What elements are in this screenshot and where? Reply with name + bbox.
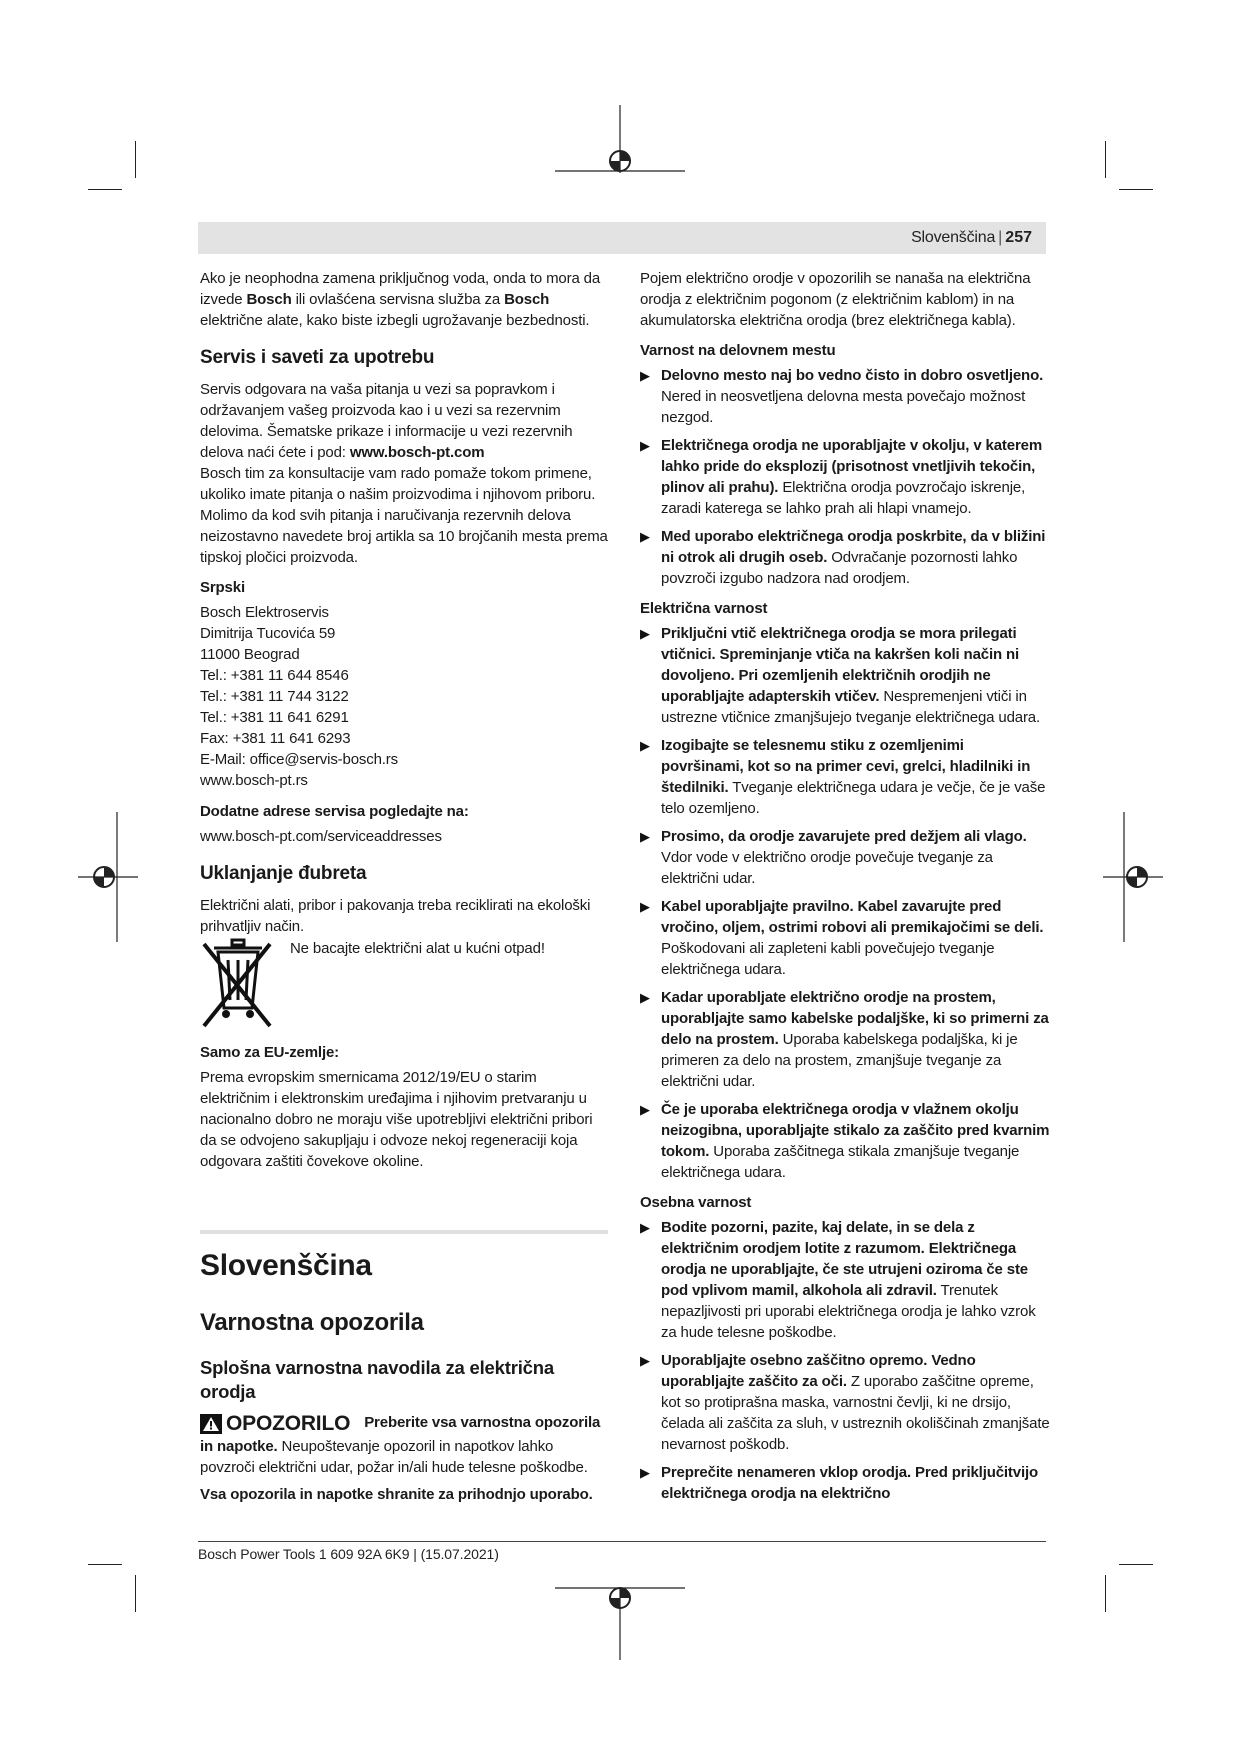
safety-list [640, 623, 1050, 1183]
warning-block [200, 1412, 608, 1478]
item-bold-text: Delovno mesto naj bo vedno čisto in dobro osvetljeno. [661, 367, 1044, 384]
item-text: Odvračanje pozornosti lahko povzroči izgubo nadzora nad orodjem. [661, 549, 1018, 587]
list-item [640, 896, 1050, 980]
warning-label-text: OPOZORILO [226, 1412, 351, 1435]
crop-mark [1119, 189, 1153, 190]
safety-title: Varnostna opozorila [200, 1309, 424, 1336]
address-line: Dimitrija Tucovića 59 [200, 625, 336, 642]
list-item [640, 435, 1050, 519]
registration-mark-icon [555, 105, 685, 195]
text-run: Ako je neophodna zamena priključnog voda, onda to mora da izvede [200, 270, 601, 308]
list-arrow-icon: ▶ [640, 529, 650, 544]
crop-mark [135, 141, 136, 178]
item-bold-text: Preprečite nenameren vklop orodja. Pred priključitvijo električnega orodja na električno [661, 1464, 1039, 1502]
text-run: električne alate, kako biste izbegli ugrožavanje bezbednosti. [200, 312, 590, 329]
intro-paragraph-right: Pojem električno orodje v opozorilih se nanaša na električna orodja z električnim pogonom (z električnim kablom) in na akumulatorska električna orodja (brez električnega kabla). [640, 270, 1031, 329]
left-column [200, 268, 608, 1505]
address-line: 11000 Beograd [200, 646, 300, 663]
crossed-out-bin-icon [200, 938, 276, 1030]
list-arrow-icon: ▶ [640, 738, 650, 753]
safety-list [640, 365, 1050, 589]
crop-mark [88, 189, 122, 190]
item-text: Vdor vode v električno orodje povečuje tveganje za električni udar. [661, 849, 993, 887]
list-item [640, 526, 1050, 589]
list-arrow-icon: ▶ [640, 1102, 650, 1117]
warning-bold-text: Preberite vsa varnostna opozorila in napotke. [200, 1414, 601, 1455]
service-heading: Servis i saveti za upotrebu [200, 347, 435, 368]
safety-section-heading: Osebna varnost [640, 1194, 752, 1211]
section-divider [200, 1230, 608, 1234]
service-paragraph-2: Bosch tim za konsultacije vam rado pomaže tokom primene, ukoliko imate pitanja o našim proizvodima i njihovom priboru. [200, 465, 596, 503]
item-bold-text: Če je uporaba električnega orodja v vlažnem okolju neizogibna, uporabljajte stikalo za zaščito pred kvarnim tokom. [661, 1101, 1050, 1160]
email-line: E-Mail: office@servis-bosch.rs [200, 751, 399, 768]
item-bold-text: Med uporabo električnega orodja poskrbite, da v bližini ni otrok ali drugih oseb. [661, 528, 1046, 566]
list-item [640, 1217, 1050, 1343]
footer-rule [198, 1541, 1046, 1542]
item-text: Z uporabo zaščitne opreme, kot so protiprašna maska, varnostni čevlji, ki ne drsijo, čelada ali zaščita za sluh, v ustreznih okoliščinah zmanjšate nevarnost poškodb. [661, 1373, 1050, 1453]
website-line: www.bosch-pt.rs [200, 772, 308, 789]
footer-text: Bosch Power Tools 1 609 92A 6K9 | (15.07.2021) [198, 1546, 499, 1562]
crop-mark [1119, 1564, 1153, 1565]
item-bold-text: Kadar uporabljate električno orodje na prostem, uporabljajte samo kabelske podaljške, ki so primerni za delo na prostem. [661, 989, 1049, 1048]
safety-section-heading: Električna varnost [640, 600, 768, 617]
item-bold-text: Bodite pozorni, pazite, kaj delate, in se dela z električnim orodjem lotite z razumom. Električnega orodja ne uporabljajte, če ste utrujeni oziroma če ste pod vplivom mamil, alkohola ali zdravil. [661, 1219, 1028, 1299]
eu-heading: Samo za EU-zemlje: [200, 1044, 340, 1061]
list-item [640, 365, 1050, 428]
item-text: Uporaba zaščitnega stikala zmanjšuje tveganje električnega udara. [661, 1143, 1020, 1181]
intro-paragraph [200, 268, 608, 331]
general-safety-heading: Splošna varnostna navodila za električna orodja [200, 1357, 554, 1402]
keep-instructions: Vsa opozorila in napotke shranite za prihodnjo uporabo. [200, 1486, 593, 1503]
phone-line: Tel.: +381 11 644 8546 [200, 667, 349, 684]
safety-section-heading: Varnost na delovnem mestu [640, 342, 836, 359]
phone-line: Tel.: +381 11 641 6291 [200, 709, 349, 726]
disposal-paragraph: Električni alati, pribor i pakovanja treba reciklirati na ekološki prihvatljiv način. [200, 897, 591, 935]
service-paragraph-3: Molimo da kod svih pitanja i naručivanja rezervnih delova neizostavno navedete broj artikla sa 10 brojčanih mesta prema tipskoj pločici proizvoda. [200, 507, 608, 566]
service-paragraph [200, 379, 608, 463]
list-arrow-icon: ▶ [640, 899, 650, 914]
crop-mark [1105, 141, 1106, 178]
registration-mark-icon [555, 1570, 685, 1660]
list-arrow-icon: ▶ [640, 829, 650, 844]
bold-text-run: Bosch [246, 291, 292, 308]
serbia-heading: Srpski [200, 579, 245, 596]
list-arrow-icon: ▶ [640, 626, 650, 641]
list-arrow-icon: ▶ [640, 438, 650, 453]
item-bold-text: Kabel uporabljajte pravilno. Kabel zavarujte pred vročino, oljem, ostrimi robovi ali premikajočimi se deli. [661, 898, 1044, 936]
item-text: Uporaba kabelskega podaljška, ki je primeren za delo na prostem, zmanjšuje tveganje za električni udar. [661, 1031, 1018, 1090]
warning-triangle-icon [200, 1414, 222, 1434]
safety-sections [640, 340, 1050, 1504]
item-text: Nered in neosvetljena delovna mesta povečajo možnost nezgod. [661, 388, 1026, 426]
page-number: 257 [1005, 229, 1032, 246]
list-item [640, 987, 1050, 1092]
list-item [640, 623, 1050, 728]
item-bold-text: Prosimo, da orodje zavarujete pred dežjem ali vlago. [661, 828, 1027, 845]
address-line: Bosch Elektroservis [200, 604, 329, 621]
item-text: Električna orodja povzročajo iskrenje, zaradi katerega se lahko prah ali hlapi vnamejo. [661, 479, 1026, 517]
list-arrow-icon: ▶ [640, 1220, 650, 1235]
additional-url: www.bosch-pt.com/serviceaddresses [200, 828, 442, 845]
warning-text: Neupoštevanje opozoril in napotkov lahko povzroči električni udar, požar in/ali hude telesne poškodbe. [200, 1438, 588, 1476]
list-arrow-icon: ▶ [640, 368, 650, 383]
item-bold-text: Izogibajte se telesnemu stiku z ozemljenimi površinami, kot so na primer cevi, grelci, hladilniki in štedilniki. [661, 737, 1031, 796]
language-title: Slovenščina [200, 1249, 372, 1282]
list-item [640, 1350, 1050, 1455]
list-arrow-icon: ▶ [640, 1465, 650, 1480]
bold-text-run: Bosch [504, 291, 550, 308]
item-text: Nespremenjeni vtiči in ustrezne vtičnice zmanjšujejo tveganje električnega udara. [661, 688, 1041, 726]
list-item [640, 826, 1050, 889]
item-text: Trenutek nepazljivosti pri uporabi električnega orodja je lahko vzrok za hude telesne poškodbe. [661, 1282, 1036, 1341]
serbia-address [200, 602, 608, 791]
phone-line: Tel.: +381 11 744 3122 [200, 688, 349, 705]
weee-row [200, 938, 608, 1036]
registration-mark-icon [1103, 812, 1163, 942]
list-item [640, 1462, 1050, 1504]
item-bold-text: Električnega orodja ne uporabljajte v okolju, v katerem lahko pride do eksplozij (prisotnost vnetljivih tekočin, plinov ali prahu). [661, 437, 1043, 496]
additional-heading: Dodatne adrese servisa pogledajte na: [200, 803, 469, 820]
item-bold-text: Uporabljajte osebno zaščitno opremo. Vedno uporabljajte zaščito za oči. [661, 1352, 976, 1390]
item-text: Tveganje električnega udara je večje, če je vaše telo ozemljeno. [661, 779, 1046, 817]
warning-label [200, 1412, 350, 1436]
list-arrow-icon: ▶ [640, 1353, 650, 1368]
disposal-heading: Uklanjanje đubreta [200, 863, 367, 884]
safety-list [640, 1217, 1050, 1504]
header-separator: | [998, 229, 1003, 246]
list-item [640, 1099, 1050, 1183]
list-item [640, 735, 1050, 819]
fax-line: Fax: +381 11 641 6293 [200, 730, 351, 747]
crop-mark [1105, 1575, 1106, 1612]
text-run: ili ovlašćena servisna služba za [291, 291, 505, 308]
crop-mark [88, 1564, 122, 1565]
header-text [911, 229, 1032, 247]
list-arrow-icon: ▶ [640, 990, 650, 1005]
item-bold-text: Priključni vtič električnega orodja se mora prilegati vtičnici. Spreminjanje vtiča na kakršen koli način ni dovoljeno. Pri ozemljenih električnih orodjih ne uporabljajte adapterskih vtičev. [661, 625, 1020, 705]
bold-text-run: www.bosch-pt.com [349, 444, 485, 461]
eu-paragraph: Prema evropskim smernicama 2012/19/EU o starim električnim i elektronskim uređajima i njihovim pretvaranju u nacionalno dobro ne moraju više upotrebljivi električni pribori da se odvojeno sakupljaju i odvoze nekoj regeneraciji koja odgovara zaštiti čovekove okoline. [200, 1069, 593, 1170]
text-run: Servis odgovara na vaša pitanja u vezi sa popravkom i održavanjem vašeg proizvoda kao i u vezi sa rezervnim delovima. Šematske prikaze i informacije u vezi rezervnih delova naći ćete i pod: [200, 381, 573, 461]
right-column [640, 268, 1050, 1511]
header-language: Slovenščina [911, 229, 996, 246]
page-header [198, 222, 1046, 254]
item-text: Poškodovani ali zapleteni kabli povečujejo tveganje električnega udara. [661, 940, 995, 978]
registration-mark-icon [78, 812, 138, 942]
crop-mark [135, 1575, 136, 1612]
weee-text: Ne bacajte električni alat u kućni otpad! [290, 940, 545, 957]
